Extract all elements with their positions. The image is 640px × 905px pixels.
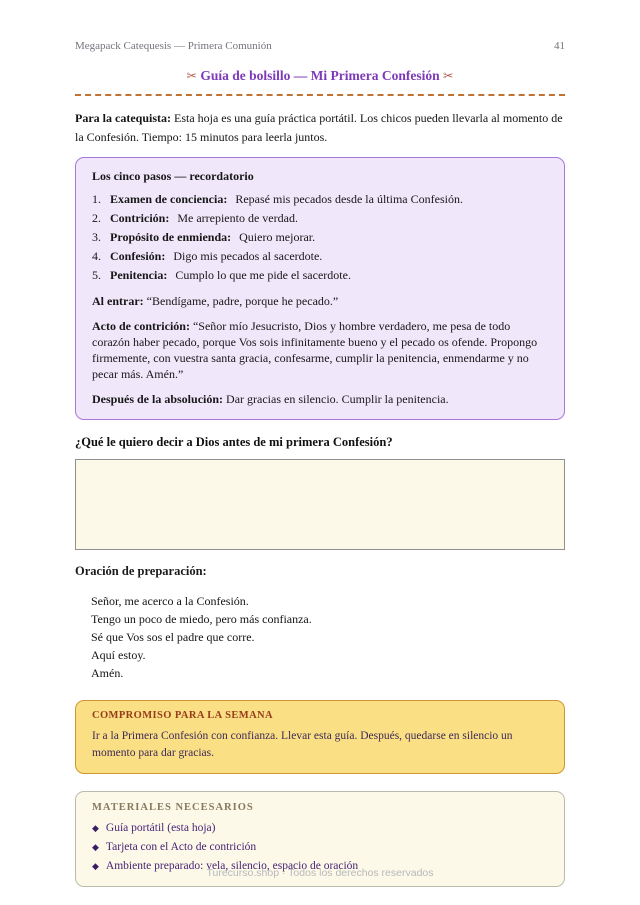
material-label: Ambiente preparado: vela, silencio, espacio de oración bbox=[105, 860, 359, 873]
list-item bbox=[92, 267, 548, 283]
writing-area bbox=[75, 459, 565, 550]
commitment-text: Ir a la Primera Confesión con confianza. Llevar esta guía. Después, quedarse en silencio un momento para dar gracias. bbox=[92, 729, 513, 759]
dashed-divider bbox=[75, 94, 565, 96]
step-number: 3. bbox=[92, 229, 101, 244]
steps-box-title: Los cinco pasos — recordatorio bbox=[92, 169, 254, 184]
step-desc: Cumplo lo que me pide el sacerdote. bbox=[175, 268, 351, 283]
step-desc: Me arrepiento de verdad. bbox=[177, 210, 298, 225]
list-item bbox=[92, 229, 548, 245]
five-steps-box bbox=[75, 157, 565, 419]
prayer-text bbox=[91, 592, 565, 682]
note-term: Después de la absolución: bbox=[92, 392, 224, 407]
list-item bbox=[92, 191, 548, 207]
note-desc: “Bendígame, padre, porque he pecado.” bbox=[146, 293, 339, 308]
commitment-box bbox=[75, 700, 565, 775]
note-desc: Dar gracias en silencio. Cumplir la penitencia. bbox=[226, 392, 449, 407]
scissors-icon: ✂ bbox=[186, 69, 197, 83]
prayer-line: Aquí estoy. bbox=[91, 647, 146, 662]
step-number: 4. bbox=[92, 249, 101, 264]
commitment-heading: COMPROMISO PARA LA SEMANA bbox=[92, 709, 274, 721]
page-title bbox=[75, 68, 565, 84]
step-term: Penitencia: bbox=[110, 268, 168, 283]
page-title-text: Guía de bolsillo — Mi Primera Confesión bbox=[200, 68, 440, 83]
list-item bbox=[92, 838, 548, 857]
prayer-line: Tengo un poco de miedo, pero más confianza. bbox=[91, 611, 312, 626]
header-breadcrumb: Megapack Catequesis — Primera Comunión bbox=[75, 40, 272, 52]
prayer-line: Señor, me acerco a la Confesión. bbox=[91, 593, 249, 608]
step-number: 2. bbox=[92, 210, 101, 225]
page-header bbox=[75, 40, 565, 52]
diamond-bullet-icon: ◆ bbox=[92, 823, 99, 834]
step-desc: Digo mis pecados al sacerdote. bbox=[173, 249, 323, 264]
step-number: 1. bbox=[92, 191, 101, 206]
note-al-entrar bbox=[92, 293, 548, 309]
step-term: Propósito de enmienda: bbox=[110, 229, 232, 244]
prayer-heading: Oración de preparación: bbox=[75, 563, 207, 578]
diamond-bullet-icon: ◆ bbox=[92, 842, 99, 853]
question-heading: ¿Qué le quiero decir a Dios antes de mi primera Confesión? bbox=[75, 434, 393, 449]
page-footer: Turecurso.shop · Todos los derechos reservados bbox=[206, 867, 434, 879]
step-term: Contrición: bbox=[110, 210, 170, 225]
material-label: Guía portátil (esta hoja) bbox=[105, 822, 216, 835]
diamond-bullet-icon: ◆ bbox=[92, 861, 99, 872]
note-term: Al entrar: bbox=[92, 293, 144, 308]
note-term: Acto de contrición: bbox=[92, 318, 190, 333]
note-acto-contricion bbox=[92, 318, 548, 383]
page-number: 41 bbox=[554, 40, 565, 52]
list-item bbox=[92, 248, 548, 264]
intro-text: Esta hoja es una guía práctica portátil. Los chicos pueden llevarla al momento de la Confesión. Tiempo: 15 minutos para leerla juntos. bbox=[75, 111, 563, 145]
prayer-line: Sé que Vos sos el padre que corre. bbox=[91, 629, 255, 644]
note-desc: “Señor mío Jesucristo, Dios y hombre verdadero, me pesa de todo corazón haber pecado, porque Vos sois infinitamente bueno y el pecado os ofende. Propongo firmemente, con vuestra santa gracia, confesarme, cumplir la penitencia, enmendarme y no pecar más. Amén.” bbox=[92, 318, 538, 382]
scissors-icon: ✂ bbox=[443, 69, 454, 83]
list-item bbox=[92, 819, 548, 838]
step-number: 5. bbox=[92, 268, 101, 283]
step-term: Examen de conciencia: bbox=[110, 191, 228, 206]
material-label: Tarjeta con el Acto de contrición bbox=[105, 841, 257, 854]
intro-paragraph bbox=[75, 109, 565, 147]
materials-heading: MATERIALES NECESARIOS bbox=[92, 802, 254, 814]
prayer-line: Amén. bbox=[91, 665, 124, 680]
steps-list bbox=[92, 191, 548, 284]
step-term: Confesión: bbox=[110, 249, 166, 264]
note-despues-absolucion bbox=[92, 391, 548, 407]
step-desc: Repasé mis pecados desde la última Confesión. bbox=[235, 191, 463, 206]
step-desc: Quiero mejorar. bbox=[239, 229, 316, 244]
list-item bbox=[92, 210, 548, 226]
intro-lead: Para la catequista: bbox=[75, 111, 171, 125]
